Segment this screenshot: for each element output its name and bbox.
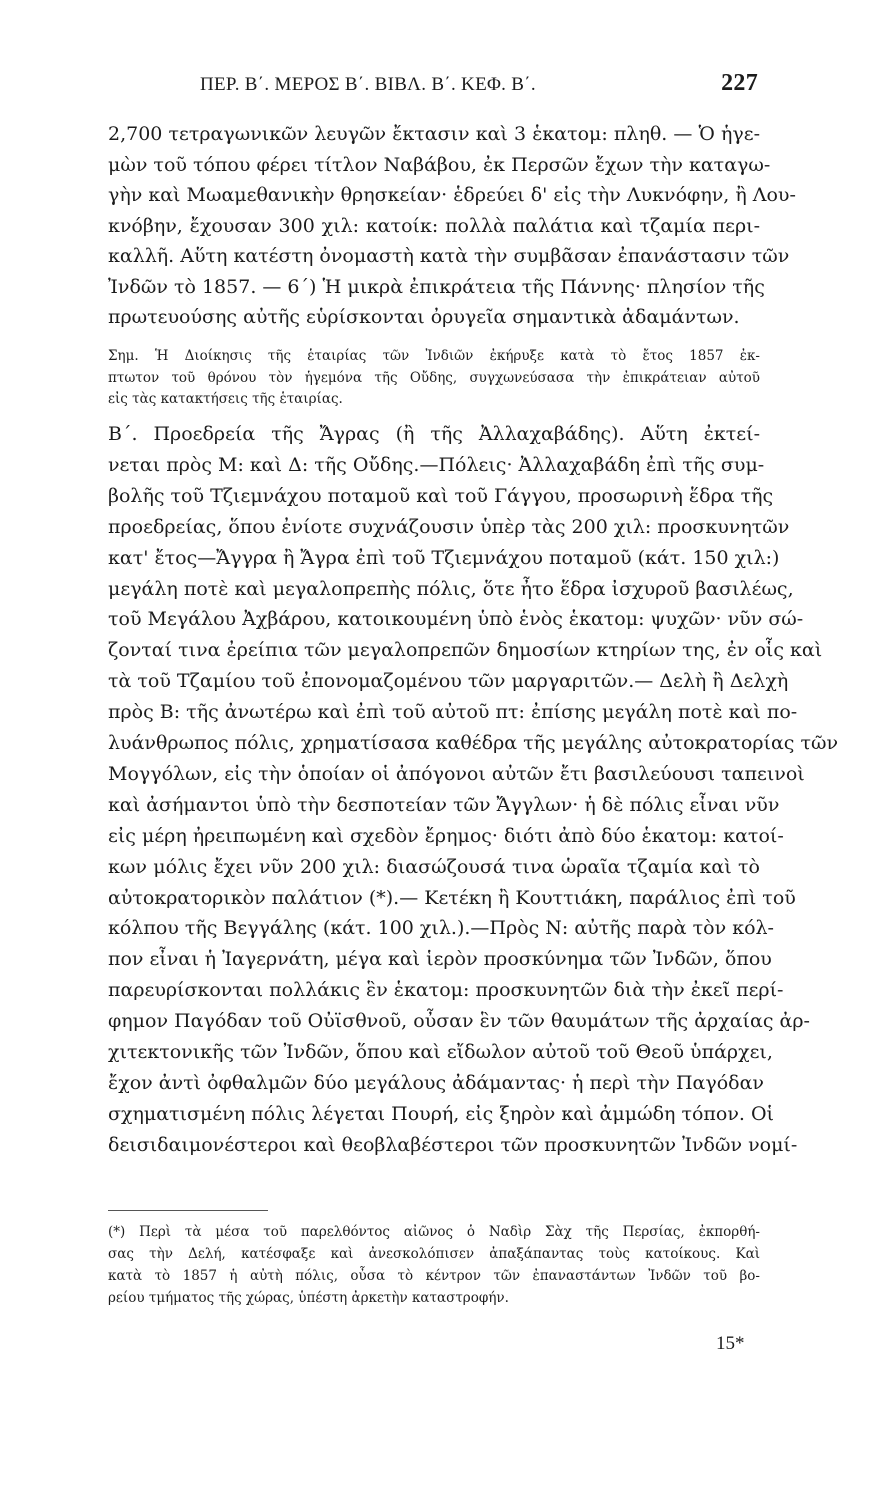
text-line: καλλῆ. Αὕτη κατέστη ὀνομαστὴ κατὰ τὴν συμβᾶσαν ἐπανάστασιν τῶν [108, 245, 790, 267]
text-line: κων μόλις ἔχει νῦν 200 χιλ: διασώζουσά τινα ὡραῖα τζαμία καὶ τὸ [108, 855, 760, 878]
text-line: βολῆς τοῦ Τζιεμνάχου ποταμοῦ καὶ τοῦ Γάγγου, προσωρινὴ ἕδρα τῆς [108, 484, 774, 507]
text-line: Ἰνδῶν τὸ 1857. — 6΄) Ἡ μικρὰ ἐπικράτεια τῆς Πάννης· πλησίον τῆς [108, 275, 765, 298]
text-line: πρωτευούσης αὐτῆς εὑρίσκονται ὀρυγεῖα σημαντικὰ ἀδαμάντων. [108, 306, 740, 328]
text-line: πον εἶναι ἡ Ἰαγερνάτη, μέγα καὶ ἱερὸν προσκύνημα τῶν Ἰνδῶν, ὅπου [108, 948, 772, 971]
text-line: ἔχον ἀντὶ ὀφθαλμῶν δύο μεγάλους ἀδάμαντας· ἡ περὶ τὴν Παγόδαν [108, 1071, 764, 1094]
text-line: 2,700 τετραγωνικῶν λευγῶν ἔκτασιν καὶ 3 ἑκατομ: πληθ. — Ὁ ἡγε- [108, 123, 760, 145]
footnote-line: κατὰ τὸ 1857 ἡ αὐτὴ πόλις, οὖσα τὸ κέντρον τῶν ἐπαναστάντων Ἰνδῶν τοῦ βο- [108, 1268, 760, 1284]
text-line: κόλπου τῆς Βεγγάλης (κάτ. 100 χιλ.).—Πρὸς Ν: αὐτῆς παρὰ τὸν κόλ- [108, 917, 774, 940]
text-line: χιτεκτονικῆς τῶν Ἰνδῶν, ὅπου καὶ εἴδωλον αὐτοῦ τοῦ Θεοῦ ὑπάρχει, [108, 1041, 773, 1063]
text-line: τοῦ Μεγάλου Ἀχβάρου, κατοικουμένη ὑπὸ ἑνὸς ἑκατομ: ψυχῶν· νῦν σώ- [108, 608, 804, 631]
text-line: Μογγόλων, εἰς τὴν ὁποίαν οἱ ἀπόγονοι αὐτῶν ἔτι βασιλεύουσι ταπεινοὶ [108, 762, 805, 785]
note-line: Σημ. Ἡ Διοίκησις τῆς ἑταιρίας τῶν Ἰνδιῶν ἐκήρυξε κατὰ τὸ ἔτος 1857 ἐκ- [108, 348, 760, 364]
text-line: εἰς μέρη ἠρειπωμένη καὶ σχεδὸν ἔρημος· διότι ἀπὸ δύο ἑκατομ: κατοί- [108, 824, 784, 847]
text-line: μὼν τοῦ τόπου φέρει τίτλον Ναβάβου, ἐκ Περσῶν ἔχων τὴν καταγω- [108, 153, 771, 176]
text-line: φημον Παγόδαν τοῦ Οὐϊσθνοῦ, οὖσαν ἓν τῶν θαυμάτων τῆς ἀρχαίας ἀρ- [108, 1010, 810, 1033]
note-line: εἰς τὰς κατακτήσεις τῆς ἑταιρίας. [108, 391, 343, 407]
text-line: Β΄. Προεδρεία τῆς Ἄγρας (ἢ τῆς Ἀλλαχαβάδης). Αὕτη ἐκτεί- [108, 423, 760, 445]
text-line: γὴν καὶ Μωαμεθανικὴν θρησκείαν· ἑδρεύει δ' εἰς τὴν Λυκνόφην, ἢ Λου- [108, 184, 796, 206]
text-line: κνόβην, ἔχουσαν 300 χιλ: κατοίκ: πολλὰ παλάτια καὶ τζαμία περι- [108, 214, 760, 237]
text-line: κατ' ἔτος—Ἄγγρα ἢ Ἄγρα ἐπὶ τοῦ Τζιεμνάχου ποταμοῦ (κάτ. 150 χιλ:) [108, 546, 780, 569]
note-line: πτωτον τοῦ θρόνου τὸν ἡγεμόνα τῆς Οὔδης, συγχωνεύσασα τὴν ἐπικράτειαν αὐτοῦ [108, 369, 760, 386]
text-line: ζονταί τινα ἐρείπια τῶν μεγαλοπρεπῶν δημοσίων κτηρίων της, ἐν οἷς καὶ [108, 639, 823, 662]
footnote-rule [108, 1210, 268, 1211]
text-line: σχηματισμένη πόλις λέγεται Πουρή, εἰς ξηρὸν καὶ ἀμμώδη τόπον. Οἱ [108, 1102, 774, 1125]
page-header [200, 70, 760, 100]
text-line: τὰ τοῦ Τζαμίου τοῦ ἐπονομαζομένου τῶν μαργαριτῶν.— Δελὴ ἢ Δελχὴ [108, 670, 789, 693]
text-line: νεται πρὸς Μ: καὶ Δ: τῆς Οὔδης.—Πόλεις· Ἀλλαχαβάδη ἐπὶ τῆς συμ- [108, 453, 765, 476]
running-title: ΠΕΡ. Β΄. ΜΕΡΟΣ Β΄. ΒΙΒΛ. Β΄. ΚΕΦ. Β΄. [200, 74, 536, 95]
text-line: λυάνθρωπος πόλις, χρηματίσασα καθέδρα τῆς μεγάλης αὐτοκρατορίας τῶν [108, 732, 839, 754]
footnote-line: σας τὴν Δελή, κατέσφαξε καὶ ἀνεσκολόπισεν ἀπαξάπαντας τοὺς κατοίκους. Καὶ [108, 1246, 760, 1262]
footnote-line: (*) Περὶ τὰ μέσα τοῦ παρελθόντος αἰῶνος ὁ Ναδὶρ Σὰχ τῆς Περσίας, ἐκπορθή- [108, 1224, 760, 1240]
text-line: δεισιδαιμονέστεροι καὶ θεοβλαβέστεροι τῶν προσκυνητῶν Ἰνδῶν νομί- [108, 1133, 798, 1156]
text-line: παρευρίσκονται πολλάκις ἓν ἑκατομ: προσκυνητῶν διὰ τὴν ἐκεῖ περί- [108, 979, 784, 1002]
page-number: 227 [721, 70, 758, 96]
text-line: αὐτοκρατορικὸν παλάτιον (*).— Κετέκη ἢ Κουττιάκη, παράλιος ἐπὶ τοῦ [108, 886, 796, 909]
text-line: καὶ ἀσήμαντοι ὑπὸ τὴν δεσποτείαν τῶν Ἄγγλων· ἡ δὲ πόλις εἶναι νῦν [108, 793, 780, 816]
text-line: πρὸς Β: τῆς ἀνωτέρω καὶ ἐπὶ τοῦ αὐτοῦ πτ: ἐπίσης μεγάλη ποτὲ καὶ πο- [108, 701, 798, 724]
footnote-line: ρείου τμήματος τῆς χώρας, ὑπέστη ἀρκετὴν καταστροφήν. [108, 1290, 509, 1306]
text-line: προεδρείας, ὅπου ἐνίοτε συχνάζουσιν ὑπὲρ τὰς 200 χιλ: προσκυνητῶν [108, 515, 790, 538]
text-line: μεγάλη ποτὲ καὶ μεγαλοπρεπὴς πόλις, ὅτε ἦτο ἕδρα ἰσχυροῦ βασιλέως, [108, 577, 794, 600]
signature-mark: 15* [716, 1333, 745, 1354]
